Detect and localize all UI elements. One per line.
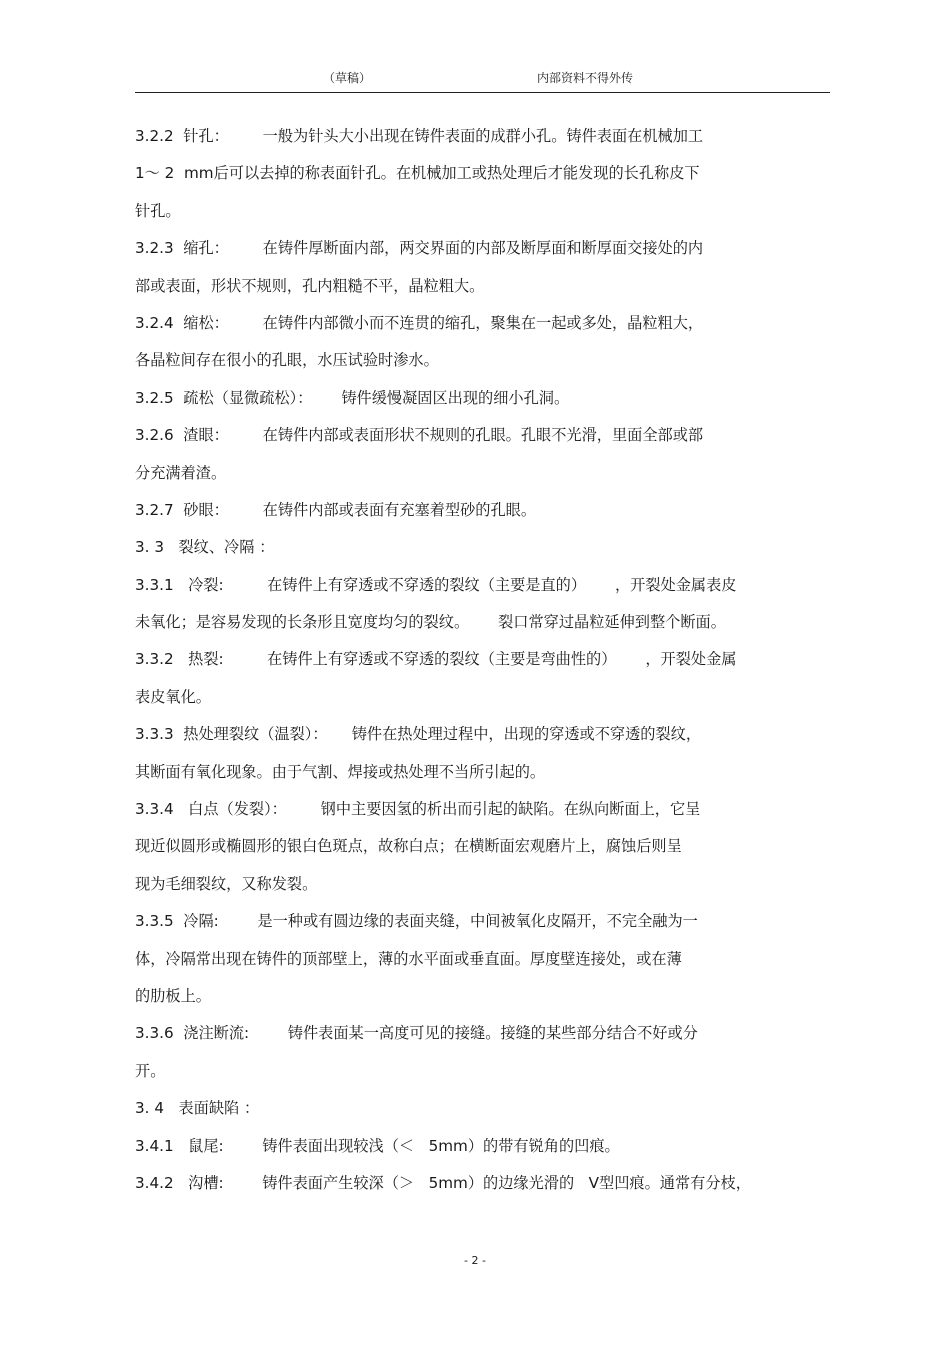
text-line: 其断面有氧化现象。由于气割、焊接或热处理不当所引起的。 (135, 762, 546, 781)
text-line: 1～ 2 mm后可以去掉的称表面针孔。在机械加工或热处理后才能发现的长孔称皮下 (135, 164, 700, 183)
text-line: 3.2.7 砂眼： 在铸件内部或表面有充塞着型砂的孔眼。 (135, 500, 537, 519)
text-line: 3.2.5 疏松（显微疏松）： 铸件缓慢凝固区出现的细小孔洞。 (135, 388, 570, 407)
text-line: 3.2.2 针孔： 一般为针头大小出现在铸件表面的成群小孔。铸件表面在机械加工 (135, 127, 704, 145)
section-heading: 3. 4 表面缺陷 ： (135, 1099, 260, 1118)
text-line: 体，冷隔常出现在铸件的顶部壁上，薄的水平面或垂直面。厚度壁连接处，或在薄 (135, 949, 682, 968)
page-number: - 2 - (464, 1254, 486, 1267)
text-line: 3.2.3 缩孔： 在铸件厚断面内部，两交界面的内部及断厚面和断厚面交接处的内 (135, 239, 704, 258)
text-line: 开。 (135, 1061, 166, 1080)
text-line: 分充满着渣。 (135, 463, 227, 482)
document-body (135, 121, 835, 1205)
text-line: 各晶粒间存在很小的孔眼，水压试验时渗水。 (135, 351, 439, 370)
text-line: 3.2.4 缩松： 在铸件内部微小而不连贯的缩孔，聚集在一起或多处，晶粒粗大， (135, 313, 704, 332)
text-line: 针孔。 (135, 201, 181, 220)
text-line: 3.3.1 冷裂: 在铸件上有穿透或不穿透的裂纹（主要是直的） ，开裂处金属表皮 (135, 575, 737, 594)
text-line: 3.3.4 白点（发裂）： 钢中主要因氢的析出而引起的缺陷。在纵向断面上，它呈 (135, 800, 701, 819)
text-line: 3.3.6 浇注断流: 铸件表面某一高度可见的接缝。接缝的某些部分结合不好或分 (135, 1024, 698, 1043)
text-line: 3.3.2 热裂: 在铸件上有穿透或不穿透的裂纹（主要是弯曲性的） ，开裂处金属 (135, 650, 737, 669)
text-line: 部或表面，形状不规则，孔内粗糙不平，晶粒粗大。 (135, 276, 485, 295)
text-line: 3.3.3 热处理裂纹（温裂）： 铸件在热处理过程中，出现的穿透或不穿透的裂纹， (135, 725, 702, 744)
page-header (135, 66, 830, 93)
text-line: 3.4.2 沟槽: 铸件表面产生较深（＞ 5mm）的边缘光滑的 V型凹痕。通常有分枝， (135, 1173, 751, 1192)
text-line: 现为毛细裂纹，又称发裂。 (135, 874, 318, 893)
section-heading: 3. 3 裂纹、冷隔 ： (135, 538, 275, 557)
text-line: 3.2.6 渣眼： 在铸件内部或表面形状不规则的孔眼。孔眼不光滑，里面全部或部 (135, 426, 704, 445)
text-line: 表皮氧化。 (135, 687, 211, 706)
text-line: 3.4.1 鼠尾: 铸件表面出现较浅（＜ 5mm）的带有锐角的凹痕。 (135, 1136, 620, 1155)
text-line: 3.3.5 冷隔: 是一种或有圆边缘的表面夹缝，中间被氧化皮隔开，不完全融为一 (135, 912, 698, 931)
text-line: 现近似圆形或椭圆形的银白色斑点，故称白点；在横断面宏观磨片上，腐蚀后则呈 (135, 837, 682, 856)
text-line: 未氧化；是容易发现的长条形且宽度均匀的裂纹。 裂口常穿过晶粒延伸到整个断面。 (135, 613, 726, 632)
header-draft-label: （草稿） (323, 71, 372, 85)
text-line: 的肋板上。 (135, 986, 211, 1005)
header-confidential-label: 内部资料不得外传 (537, 71, 634, 85)
